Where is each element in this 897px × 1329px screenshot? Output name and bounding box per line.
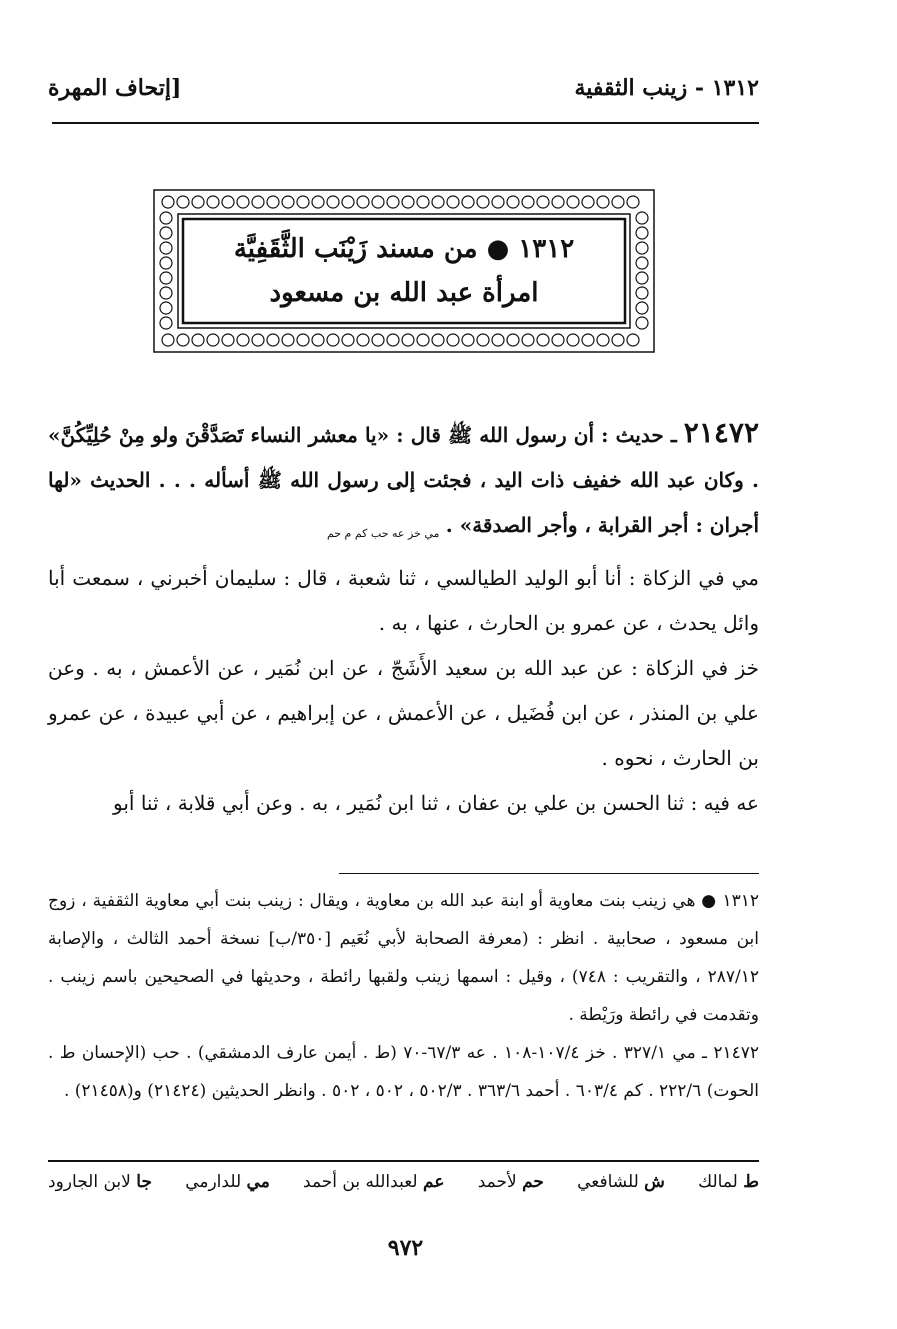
musnad-subtitle: امرأة عبد الله بن مسعود <box>269 278 539 308</box>
header-book-title: [إتحاف المهرة <box>48 75 182 101</box>
footnotes <box>48 882 759 1110</box>
footnote-rule <box>339 873 759 874</box>
hadith-paragraph <box>48 410 759 556</box>
legend-item: ش للشافعي <box>577 1172 665 1192</box>
hadith-text: ـ حديث : أن رسول الله ﷺ قال : «يا معشر النساء تَصَدَّقْنَ ولو مِنْ حُلِيِّكُنَّ» . وكان عبد الله خفيف ذات اليد ، فجئت إلى رسول الله ﷺ أسأله . . . الحديث «لها أجران : أجر القرابة ، وأجر الصدقة» . <box>48 423 759 537</box>
hadith-number: ٢١٤٧٢ <box>683 416 759 449</box>
legend-item: جا لابن الجارود <box>48 1172 152 1192</box>
page-number: ٩٧٢ <box>387 1235 424 1261</box>
isnad-paragraph-ah: عه فيه : ثنا الحسن بن علي بن عفان ، ثنا ابن نُمَير ، به . وعن أبي قلابة ، ثنا أبو <box>113 791 759 815</box>
running-header <box>48 68 759 108</box>
isnad-paragraph-mi: مي في الزكاة : أنا أبو الوليد الطيالسي ، ثنا شعبة ، قال : سليمان أخبرني ، سمعت أبا وائل يحدث ، عن عمرو بن الحارث ، عنها ، به . <box>48 566 759 635</box>
legend-item: عم لعبدالله بن أحمد <box>303 1172 445 1192</box>
ornamental-title-frame <box>152 188 656 354</box>
header-rule <box>52 122 759 124</box>
footnote-references: ٢١٤٧٢ ـ مي ٣٢٧/١ . خز ١٠٧/٤-١٠٨ . عه ٦٧/٣-٧٠ (ط . أيمن عارف الدمشقي) . حب (الإحسان ط . الحوت) ٢٢٢/٦ . كم ٦٠٣/٤ . أحمد ٣٦٣/٦ . ٥٠٢/٣ ، ٥٠٢ ، ٥٠٢ . وانظر الحديثين (٢١٤٢٤) و(٢١٤٥٨) . <box>48 1043 760 1101</box>
header-chapter-title: ١٣١٢ - زينب الثقفية <box>574 75 759 101</box>
footnote-biography: ١٣١٢ ● هي زينب بنت معاوية أو ابنة عبد الله بن معاوية ، ويقال : زينب بنت أبي معاوية الثقفية ، زوج ابن مسعود ، صحابية . انظر : (معرفة الصحابة لأبي نُعَيم [٣٥٠/ب] نسخة أحمد الثالث ، والإصابة ٢٨٧/١٢ ، والتقريب : ٧٤٨) ، وقيل : اسمها زينب ولقبها رائطة ، وحديثها في الصحيحين باسم زينب . وتقدمت في رائطة ورَيْطة . <box>48 891 759 1025</box>
legend-item: مي للدارمي <box>185 1172 270 1192</box>
legend-rule <box>48 1160 759 1162</box>
title-box <box>180 226 628 316</box>
abbreviation-legend <box>48 1172 759 1192</box>
isnad-paragraph-khz: خز في الزكاة : عن عبد الله بن سعيد الأَشَجّ ، عن ابن نُمَير ، عن الأعمش ، به . وعن علي بن المنذر ، عن ابن فُضَيل ، عن الأعمش ، عن إبراهيم ، عن أبي عبيدة ، عن عمرو بن الحارث ، نحوه . <box>48 656 759 770</box>
musnad-title: ١٣١٢ ● من مسند زَيْنَب الثَّقَفِيَّة <box>233 234 575 264</box>
main-text <box>48 410 759 826</box>
margin-source-codes: مي خز عه حب كم م حم <box>326 527 440 540</box>
legend-item: حم لأحمد <box>477 1172 544 1192</box>
legend-item: ط لمالك <box>698 1172 759 1192</box>
